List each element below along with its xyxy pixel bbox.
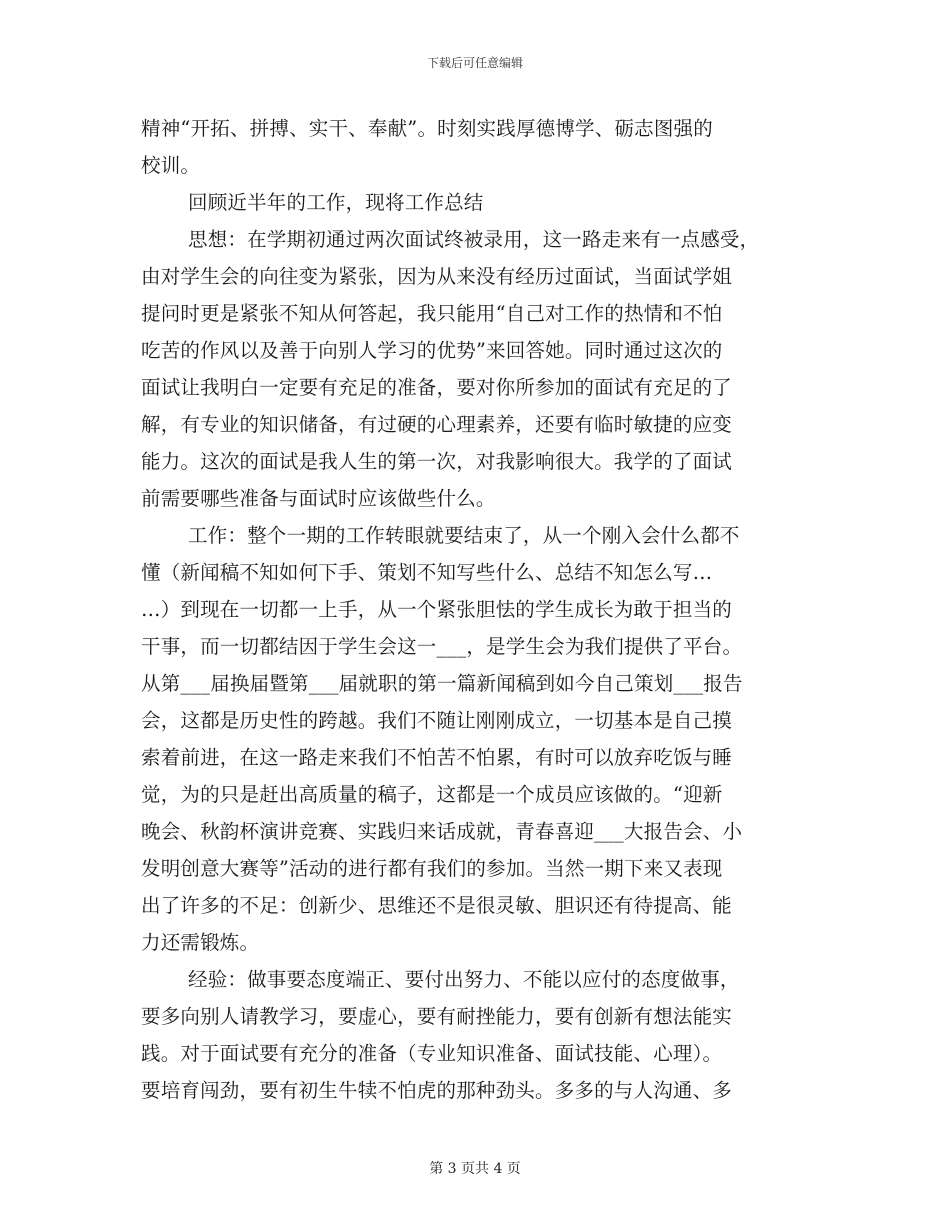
text-line: 精神“开拓、拼搏、实干、奉献”。时刻实践厚德博学、砺志图强的 — [141, 117, 713, 140]
page-number: 第 3 页共 4 页 — [429, 1161, 521, 1177]
text-line: 力还需锻炼。 — [141, 931, 260, 954]
text-line: 前需要哪些准备与面试时应该做些什么。 — [141, 487, 496, 510]
text-line: 会，这都是历史性的跨越。我们不随让刚刚成立，一切基本是自己摸 — [141, 709, 733, 732]
document-body — [141, 110, 811, 1109]
page-header: 下载后可任意编辑 — [426, 56, 523, 70]
text-line: 由对学生会的向往变为紧张，因为从来没有经历过面试，当面试学姐 — [141, 265, 733, 288]
text-line: 出了许多的不足：创新少、思维还不是很灵敏、胆识还有待提高、能 — [141, 894, 733, 917]
paragraph-heading: 回顾近半年的工作，现将工作总结 — [188, 191, 484, 214]
text-line: …）到现在一切都一上手，从一个紧张胆怯的学生成长为敢于担当的 — [141, 598, 733, 621]
text-line: 干事，而一切都结因于学生会这一___，是学生会为我们提供了平台。 — [141, 635, 743, 658]
text-line: 觉，为的只是赶出高质量的稿子，这都是一个成员应该做的。“迎新 — [141, 783, 723, 806]
text-line: 发明创意大赛等”活动的进行都有我们的参加。当然一期下来又表现 — [141, 857, 723, 880]
text-line: 工作：整个一期的工作转眼就要结束了，从一个刚入会什么都不 — [188, 524, 740, 547]
text-line: 晚会、秋韵杯演讲竞赛、实践归来话成就，青春喜迎___大报告会、小 — [141, 820, 743, 843]
text-line: 践。对于面试要有充分的准备（专业知识准备、面试技能、心理）。 — [141, 1042, 723, 1065]
text-line: 校训。 — [141, 154, 201, 177]
text-line: 吃苦的作风以及善于向别人学习的优势”来回答她。同时通过这次的 — [141, 339, 723, 362]
text-line: 要多向别人请教学习，要虚心，要有耐挫能力，要有创新有想法能实 — [141, 1005, 733, 1028]
text-line: 要培育闯劲，要有初生牛犊不怕虎的那种劲头。多多的与人沟通、多 — [141, 1079, 733, 1102]
text-line: 思想：在学期初通过两次面试终被录用，这一路走来有一点感受， — [188, 228, 760, 251]
text-line: 能力。这次的面试是我人生的第一次，对我影响很大。我学的了面试 — [141, 450, 733, 473]
text-line: 解，有专业的知识储备，有过硬的心理素养，还要有临时敏捷的应变 — [141, 413, 733, 436]
text-line: 面试让我明白一定要有充足的准备，要对你所参加的面试有充足的了 — [141, 376, 733, 399]
text-line: 索着前进，在这一路走来我们不怕苦不怕累，有时可以放弃吃饭与睡 — [141, 746, 733, 769]
text-line: 懂（新闻稿不知如何下手、策划不知写些什么、总结不知怎么写… — [141, 561, 713, 584]
text-line: 从第___届换届暨第___届就职的第一篇新闻稿到如今自己策划___报告 — [141, 672, 743, 695]
text-line: 提问时更是紧张不知从何答起，我只能用“自己对工作的热情和不怕 — [141, 302, 723, 325]
text-line: 经验：做事要态度端正、要付出努力、不能以应付的态度做事， — [188, 968, 740, 991]
